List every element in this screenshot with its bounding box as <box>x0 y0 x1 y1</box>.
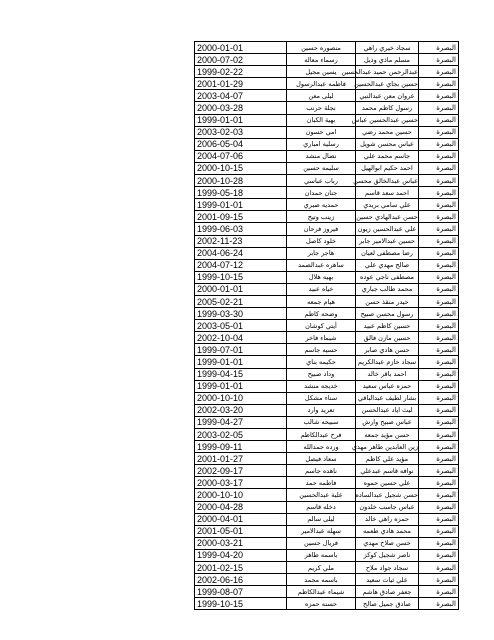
city-cell: البصرة <box>419 308 459 320</box>
mother-name-cell: شيماء عبدالكاظم <box>287 586 356 598</box>
city-cell: البصرة <box>419 162 459 174</box>
city-cell: البصرة <box>419 320 459 332</box>
mother-name-cell: سليمه حسين <box>287 162 356 174</box>
birth-date-cell: 2002-06-16 <box>195 574 287 586</box>
mother-name-cell: علية عبدالحسين <box>287 489 356 501</box>
mother-name-cell: أيتي كوشان <box>287 320 356 332</box>
birth-date-cell: 2002-11-23 <box>195 235 287 247</box>
mother-name-cell: سبيحه شالب <box>287 416 356 428</box>
mother-name-cell: ملي كريم <box>287 562 356 574</box>
city-cell: البصرة <box>419 211 459 223</box>
city-cell: البصرة <box>419 489 459 501</box>
mother-name-cell: رباب عباسي <box>287 175 356 187</box>
table-row <box>195 429 459 441</box>
city-cell: البصرة <box>419 54 459 66</box>
name-cell: مسلم ماذي وذيل <box>356 54 419 66</box>
birth-date-cell: 2003-02-03 <box>195 126 287 138</box>
birth-date-cell: 1999-09-11 <box>195 441 287 453</box>
birth-date-cell: 2001-01-27 <box>195 453 287 465</box>
records-table <box>194 41 459 610</box>
city-cell: البصرة <box>419 66 459 78</box>
mother-name-cell: سناء مشكل <box>287 392 356 404</box>
birth-date-cell: 2000-10-28 <box>195 175 287 187</box>
city-cell: البصرة <box>419 416 459 428</box>
mother-name-cell: ليلى سالم <box>287 513 356 525</box>
name-cell: سجاد جواد ملاح <box>356 562 419 574</box>
mother-name-cell: خلود كاصل <box>287 235 356 247</box>
name-cell: عباس جاسب خلدون <box>356 501 419 513</box>
table-row <box>195 42 459 54</box>
mother-name-cell: خديجه منشد <box>287 380 356 392</box>
mother-name-cell: زينب وتيح <box>287 211 356 223</box>
mother-name-cell: خياه عبيد <box>287 283 356 295</box>
city-cell: البصرة <box>419 368 459 380</box>
mother-name-cell: شيماء فاخر <box>287 332 356 344</box>
mother-name-cell: جنان حمدان <box>287 187 356 199</box>
mother-name-cell: هاجر جابر <box>287 247 356 259</box>
table-row <box>195 102 459 114</box>
table-row <box>195 187 459 199</box>
city-cell: البصرة <box>419 356 459 368</box>
city-cell: البصرة <box>419 586 459 598</box>
birth-date-cell: 2000-03-21 <box>195 537 287 549</box>
city-cell: البصرة <box>419 513 459 525</box>
birth-date-cell: 2000-01-01 <box>195 283 287 295</box>
mother-name-cell: حسنه حمزه <box>287 598 356 610</box>
birth-date-cell: 2001-09-15 <box>195 211 287 223</box>
table-row <box>195 356 459 368</box>
city-cell: البصرة <box>419 126 459 138</box>
city-cell: البصرة <box>419 295 459 307</box>
birth-date-cell: 1999-01-01 <box>195 114 287 126</box>
mother-name-cell: منصوره حسين <box>287 42 356 54</box>
birth-date-cell: 1999-02-22 <box>195 66 287 78</box>
mother-name-cell: ساهره عبدالصمد <box>287 259 356 271</box>
mother-name-cell: ورده حمدالله <box>287 441 356 453</box>
records-table-body <box>195 42 459 610</box>
mother-name-cell: يسين مجيل <box>287 66 356 78</box>
mother-name-cell: حمديه صبري <box>287 199 356 211</box>
mother-name-cell: بهيه هلال <box>287 271 356 283</box>
table-row <box>195 78 459 90</box>
mother-name-cell: نضال منشد <box>287 150 356 162</box>
birth-date-cell: 2002-03-20 <box>195 404 287 416</box>
table-row <box>195 525 459 537</box>
city-cell: البصرة <box>419 429 459 441</box>
city-cell: البصرة <box>419 78 459 90</box>
table-row <box>195 235 459 247</box>
table-row <box>195 114 459 126</box>
city-cell: البصرة <box>419 453 459 465</box>
city-cell: البصرة <box>419 259 459 271</box>
city-cell: البصرة <box>419 199 459 211</box>
name-cell: عروان معن عبدالنبي <box>356 90 419 102</box>
city-cell: البصرة <box>419 537 459 549</box>
name-cell: زين العابدين طاهر مهدي <box>356 441 419 453</box>
birth-date-cell: 1999-01-01 <box>195 380 287 392</box>
name-cell: علي عبدالحسين زيون <box>356 223 419 235</box>
city-cell: البصرة <box>419 187 459 199</box>
birth-date-cell: 2000-03-28 <box>195 102 287 114</box>
mother-name-cell: دخله قاسم <box>287 501 356 513</box>
table-row <box>195 90 459 102</box>
name-cell: مؤيد علي كاظم <box>356 453 419 465</box>
name-cell: صالح مهدي علي <box>356 259 419 271</box>
mother-name-cell: فرح عبدالكاظم <box>287 429 356 441</box>
mother-name-cell: تعريد وارد <box>287 404 356 416</box>
name-cell: جاسم محمد علي <box>356 150 419 162</box>
mother-name-cell: رسليه امباري <box>287 138 356 150</box>
table-row <box>195 223 459 235</box>
table-row <box>195 416 459 428</box>
birth-date-cell: 2000-10-10 <box>195 489 287 501</box>
table-row <box>195 271 459 283</box>
table-row <box>195 283 459 295</box>
mother-name-cell: سهله عبدالامير <box>287 525 356 537</box>
mother-name-cell: فريال حسين <box>287 537 356 549</box>
birth-date-cell: 1999-06-03 <box>195 223 287 235</box>
city-cell: البصرة <box>419 380 459 392</box>
table-row <box>195 404 459 416</box>
table-row <box>195 380 459 392</box>
table-row <box>195 489 459 501</box>
city-cell: البصرة <box>419 477 459 489</box>
name-cell: احمد حكيم ابوالهيل <box>356 162 419 174</box>
birth-date-cell: 1999-04-27 <box>195 416 287 428</box>
city-cell: البصرة <box>419 283 459 295</box>
mother-name-cell: حكيمه بناي <box>287 356 356 368</box>
name-cell: حسن عبدالهادي حسين <box>356 211 419 223</box>
city-cell: البصرة <box>419 332 459 344</box>
city-cell: البصرة <box>419 235 459 247</box>
name-cell: ناصر شجيل كوكز <box>356 549 419 561</box>
mother-name-cell: باسمه طاهر <box>287 549 356 561</box>
birth-date-cell: 1999-01-01 <box>195 356 287 368</box>
table-row <box>195 453 459 465</box>
city-cell: البصرة <box>419 598 459 610</box>
table-row <box>195 308 459 320</box>
birth-date-cell: 2004-07-12 <box>195 259 287 271</box>
city-cell: البصرة <box>419 549 459 561</box>
birth-date-cell: 2005-02-21 <box>195 295 287 307</box>
name-cell: نوافه قاسم عبدعلي <box>356 465 419 477</box>
mother-name-cell: نجلة حرنب <box>287 102 356 114</box>
birth-date-cell: 2001-02-15 <box>195 562 287 574</box>
city-cell: البصرة <box>419 441 459 453</box>
city-cell: البصرة <box>419 42 459 54</box>
city-cell: البصرة <box>419 525 459 537</box>
name-cell: علي ثيات سعيد <box>356 574 419 586</box>
name-cell: حسين عبدالامير جابر <box>356 235 419 247</box>
birth-date-cell: 2002-10-04 <box>195 332 287 344</box>
table-row <box>195 126 459 138</box>
name-cell: عباس صبيح وارش <box>356 416 419 428</box>
table-row <box>195 295 459 307</box>
birth-date-cell: 2000-07-02 <box>195 54 287 66</box>
name-cell: ليث اياد عبدالحسن <box>356 404 419 416</box>
birth-date-cell: 2006-05-04 <box>195 138 287 150</box>
city-cell: البصرة <box>419 562 459 574</box>
city-cell: البصرة <box>419 102 459 114</box>
birth-date-cell: 2000-10-10 <box>195 392 287 404</box>
city-cell: البصرة <box>419 138 459 150</box>
table-row <box>195 54 459 66</box>
table-row <box>195 247 459 259</box>
name-cell: علي حسين حموه <box>356 477 419 489</box>
name-cell: مصطفى ناجي عوده <box>356 271 419 283</box>
name-cell: حيدر منقذ حسن <box>356 295 419 307</box>
mother-name-cell: حسيه جاسم <box>287 344 356 356</box>
name-cell: حسين بجاي عبدالحسين <box>356 78 419 90</box>
name-cell: حسن صلاح مهدي <box>356 537 419 549</box>
birth-date-cell: 1999-04-20 <box>195 549 287 561</box>
birth-date-cell: 1999-07-01 <box>195 344 287 356</box>
mother-name-cell: فيروز فرحان <box>287 223 356 235</box>
table-row <box>195 368 459 380</box>
mother-name-cell: وضحه كاظم <box>287 308 356 320</box>
name-cell: بشار لطيف عبدالباقي <box>356 392 419 404</box>
table-row <box>195 392 459 404</box>
city-cell: البصرة <box>419 392 459 404</box>
city-cell: البصرة <box>419 404 459 416</box>
name-cell: عباس عبدالخالق محسن <box>356 175 419 187</box>
name-cell: رسول محسن صبيح <box>356 308 419 320</box>
city-cell: البصرة <box>419 114 459 126</box>
birth-date-cell: 2003-04-07 <box>195 90 287 102</box>
birth-date-cell: 2002-09-17 <box>195 465 287 477</box>
name-cell: حمزه عباس سعيد <box>356 380 419 392</box>
name-cell: رضا مصطفى لعيان <box>356 247 419 259</box>
name-cell: حسن شجيل عبدالساده <box>356 489 419 501</box>
table-row <box>195 562 459 574</box>
table-row <box>195 465 459 477</box>
mother-name-cell: وداد صبيح <box>287 368 356 380</box>
name-cell: حسين مازن فالق <box>356 332 419 344</box>
city-cell: البصرة <box>419 247 459 259</box>
birth-date-cell: 1999-03-30 <box>195 308 287 320</box>
table-row <box>195 598 459 610</box>
name-cell: سجاد خيري راهي <box>356 42 419 54</box>
name-cell: عبدالرحمن حميد عبدالحسين <box>356 66 419 78</box>
birth-date-cell: 2003-02-05 <box>195 429 287 441</box>
table-row <box>195 574 459 586</box>
mother-name-cell: فاطمه عبدالرسول <box>287 78 356 90</box>
mother-name-cell: هيام جمعه <box>287 295 356 307</box>
city-cell: البصرة <box>419 90 459 102</box>
mother-name-cell: رسماء معاله <box>287 54 356 66</box>
table-row <box>195 477 459 489</box>
city-cell: البصرة <box>419 175 459 187</box>
table-row <box>195 175 459 187</box>
table-row <box>195 549 459 561</box>
city-cell: البصرة <box>419 344 459 356</box>
name-cell: عباس محسن شويل <box>356 138 419 150</box>
mother-name-cell: سعاد فيصل <box>287 453 356 465</box>
name-cell: حسن مؤيد جمعه <box>356 429 419 441</box>
name-cell: احمد سعد قاسم <box>356 187 419 199</box>
birth-date-cell: 1999-10-15 <box>195 271 287 283</box>
birth-date-cell: 1999-01-01 <box>195 199 287 211</box>
mother-name-cell: ليلى معن <box>287 90 356 102</box>
mother-name-cell: فاطمه حمد <box>287 477 356 489</box>
table-row <box>195 211 459 223</box>
name-cell: سجاد حازم عبدالكريم <box>356 356 419 368</box>
table-row <box>195 441 459 453</box>
name-cell: صادق جميل صالح <box>356 598 419 610</box>
mother-name-cell: امي حسون <box>287 126 356 138</box>
city-cell: البصرة <box>419 271 459 283</box>
city-cell: البصرة <box>419 574 459 586</box>
name-cell: رسول كاظم محمد <box>356 102 419 114</box>
birth-date-cell: 2004-07-06 <box>195 150 287 162</box>
table-row <box>195 66 459 78</box>
name-cell: محمد هادي طعمه <box>356 525 419 537</box>
birth-date-cell: 1999-08-07 <box>195 586 287 598</box>
table-row <box>195 320 459 332</box>
birth-date-cell: 1999-05-18 <box>195 187 287 199</box>
birth-date-cell: 2001-01-29 <box>195 78 287 90</box>
birth-date-cell: 2000-01-01 <box>195 42 287 54</box>
birth-date-cell: 2000-10-15 <box>195 162 287 174</box>
table-row <box>195 138 459 150</box>
birth-date-cell: 2001-05-01 <box>195 525 287 537</box>
name-cell: حسن هادي صابر <box>356 344 419 356</box>
name-cell: علي سامي بريدي <box>356 199 419 211</box>
table-row <box>195 513 459 525</box>
birth-date-cell: 2000-03-17 <box>195 477 287 489</box>
table-row <box>195 586 459 598</box>
table-row <box>195 150 459 162</box>
city-cell: البصرة <box>419 223 459 235</box>
birth-date-cell: 2004-06-24 <box>195 247 287 259</box>
birth-date-cell: 1999-04-15 <box>195 368 287 380</box>
mother-name-cell: بهية الكبان <box>287 114 356 126</box>
table-row <box>195 199 459 211</box>
table-row <box>195 537 459 549</box>
city-cell: البصرة <box>419 501 459 513</box>
table-row <box>195 332 459 344</box>
table-row <box>195 501 459 513</box>
table-row <box>195 162 459 174</box>
name-cell: جعفر صادق هاشم <box>356 586 419 598</box>
name-cell: حسين عبدالحسين عباس <box>356 114 419 126</box>
city-cell: البصرة <box>419 150 459 162</box>
name-cell: احمد باقر خالد <box>356 368 419 380</box>
mother-name-cell: ناهده جاسم <box>287 465 356 477</box>
city-cell: البصرة <box>419 465 459 477</box>
name-cell: محمد طالب جباري <box>356 283 419 295</box>
birth-date-cell: 2000-04-01 <box>195 513 287 525</box>
birth-date-cell: 2003-05-01 <box>195 320 287 332</box>
name-cell: حسين كاظم عبيد <box>356 320 419 332</box>
birth-date-cell: 1999-10-15 <box>195 598 287 610</box>
birth-date-cell: 2000-04-28 <box>195 501 287 513</box>
mother-name-cell: باسمه محمد <box>287 574 356 586</box>
table-row <box>195 259 459 271</box>
name-cell: حسين محمد رضي <box>356 126 419 138</box>
table-row <box>195 344 459 356</box>
name-cell: حمزه راهي خالد <box>356 513 419 525</box>
